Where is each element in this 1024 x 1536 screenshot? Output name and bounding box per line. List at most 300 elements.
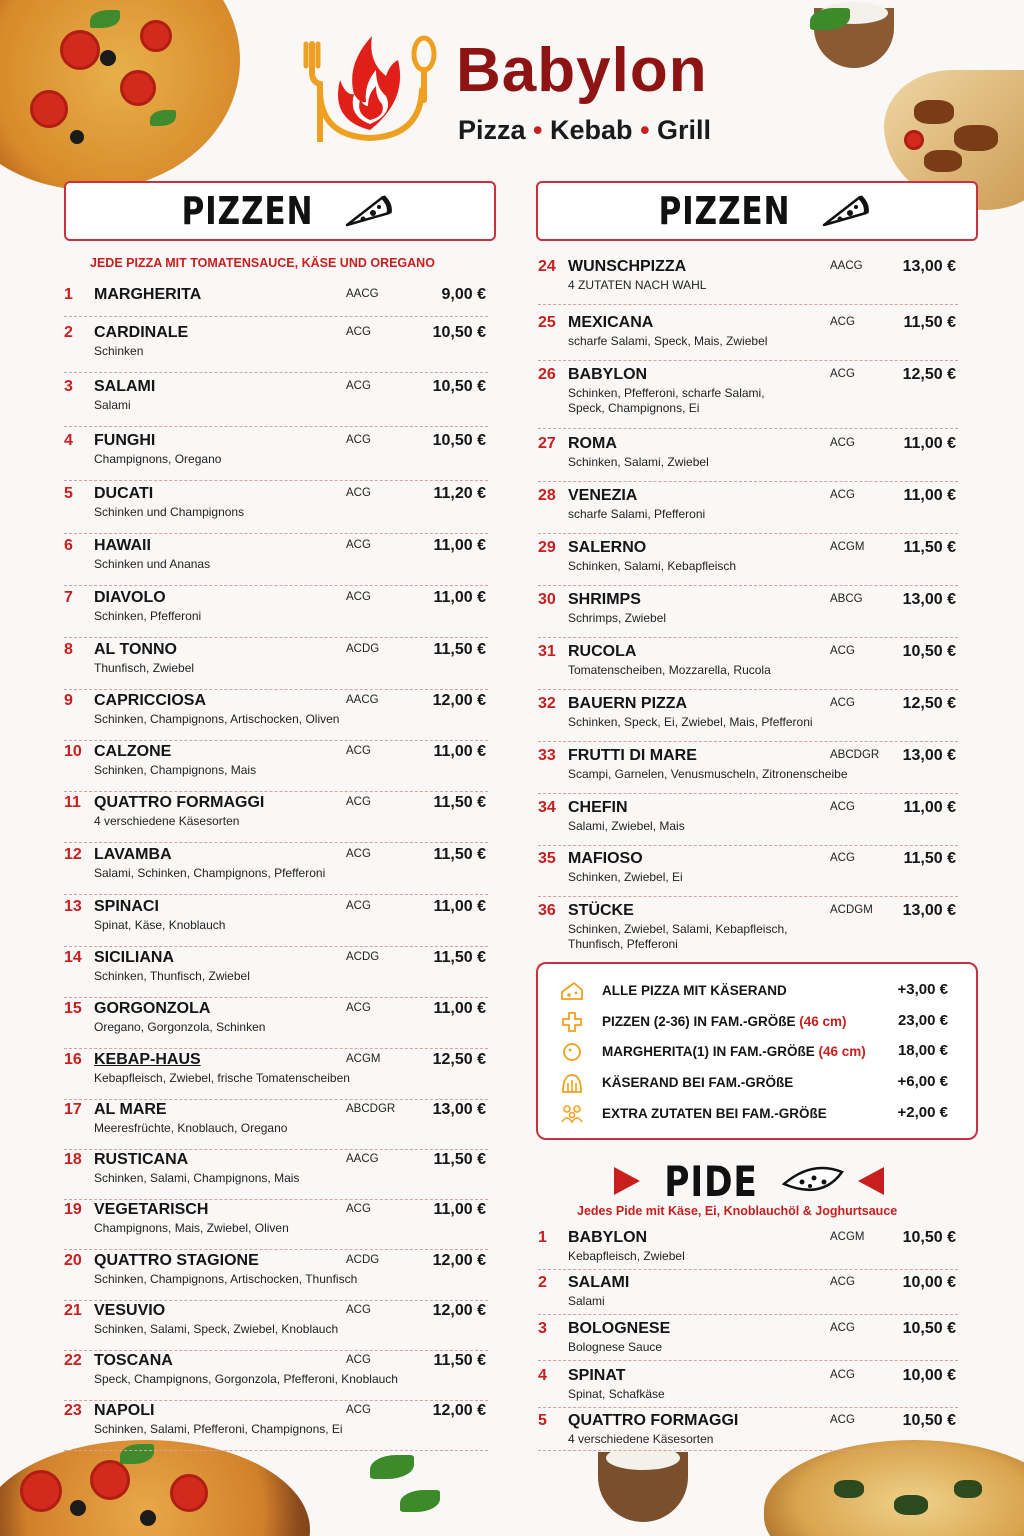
section-title: PIZZEN xyxy=(181,189,313,233)
pizza-slice-icon xyxy=(820,193,870,229)
allergen-code: ACDGM xyxy=(830,904,873,916)
item-number: 25 xyxy=(538,314,556,331)
item-description: Schinken, Thunfisch, Zwiebel xyxy=(94,969,250,983)
section-header-pide xyxy=(614,1158,884,1204)
menu-item-row xyxy=(538,366,958,429)
menu-item-row xyxy=(538,902,958,965)
extra-option-label xyxy=(602,983,787,998)
extra-option-text: ALLE PIZZA MIT KÄSERAND xyxy=(602,983,787,998)
item-price: 11,50 € xyxy=(433,794,486,811)
item-description: Schinken, Champignons, Artischocken, Oliven xyxy=(94,712,340,726)
pide-base-note: Jedes Pide mit Käse, Ei, Knoblauchöl & Joghurtsauce xyxy=(577,1204,898,1218)
item-name: BOLOGNESE xyxy=(568,1320,671,1337)
menu-item-row xyxy=(64,485,488,534)
item-number: 18 xyxy=(64,1151,82,1168)
item-price: 12,50 € xyxy=(902,695,956,712)
extra-option-label xyxy=(602,1106,827,1121)
menu-item-row xyxy=(64,324,488,373)
extra-option-label xyxy=(602,1075,793,1090)
item-price: 12,50 € xyxy=(432,1051,486,1068)
menu-item-row xyxy=(538,591,958,638)
menu-item-row xyxy=(538,1320,958,1361)
item-name: NAPOLI xyxy=(94,1402,155,1419)
allergen-code: ACDG xyxy=(346,643,380,655)
extra-option-label xyxy=(602,1044,866,1059)
allergen-code: ACG xyxy=(830,697,855,709)
item-number: 36 xyxy=(538,902,556,919)
allergen-code: ACG xyxy=(830,852,855,864)
item-description: Scampi, Garnelen, Venusmuscheln, Zitronenscheibe xyxy=(568,767,848,781)
item-description: Bolognese Sauce xyxy=(568,1340,663,1354)
item-description: Schinken, Speck, Ei, Zwiebel, Mais, Pfefferoni xyxy=(568,715,813,729)
item-name: SALAMI xyxy=(568,1274,630,1291)
menu-item-row xyxy=(538,850,958,897)
item-description-line2: Thunfisch, Pfefferoni xyxy=(568,937,678,951)
menu-item-row xyxy=(64,641,488,690)
item-number: 9 xyxy=(64,692,73,709)
pizza-list-right xyxy=(538,258,958,958)
menu-item-row xyxy=(64,743,488,792)
allergen-code: AACG xyxy=(346,694,379,706)
item-number: 16 xyxy=(64,1051,82,1068)
basil-leaf-decoration xyxy=(400,1490,440,1512)
logo-fork-flame-spoon-icon xyxy=(298,30,442,142)
item-number: 21 xyxy=(64,1302,82,1319)
menu-item-row xyxy=(538,1229,958,1270)
cheese-crust-icon xyxy=(560,1072,584,1094)
item-description: Spinat, Käse, Knoblauch xyxy=(94,918,226,932)
item-price: 10,50 € xyxy=(432,432,486,449)
extra-option-row xyxy=(538,980,976,1004)
allergen-code: AACG xyxy=(830,260,863,272)
item-number: 10 xyxy=(64,743,82,760)
item-number: 8 xyxy=(64,641,73,658)
item-price: 11,00 € xyxy=(433,743,486,760)
item-description: scharfe Salami, Pfefferoni xyxy=(568,507,706,521)
item-name: AL TONNO xyxy=(94,641,177,658)
allergen-code: ACG xyxy=(830,1276,855,1288)
extra-option-price: +2,00 € xyxy=(897,1104,948,1121)
item-number: 15 xyxy=(64,1000,82,1017)
item-description: scharfe Salami, Speck, Mais, Zwiebel xyxy=(568,334,768,348)
menu-item-row xyxy=(64,1101,488,1150)
item-number: 22 xyxy=(64,1352,82,1369)
item-name: SICILIANA xyxy=(94,949,174,966)
menu-item-row xyxy=(538,1412,958,1451)
item-number: 35 xyxy=(538,850,556,867)
item-description: Tomatenscheiben, Mozzarella, Rucola xyxy=(568,663,771,677)
item-price: 11,50 € xyxy=(433,949,486,966)
allergen-code: ABCDGR xyxy=(346,1103,396,1115)
tagline-grill: Grill xyxy=(657,115,712,145)
allergen-code: ACG xyxy=(346,1002,371,1014)
item-name: KEBAP-HAUS xyxy=(94,1051,201,1068)
section-header-pizzen-left xyxy=(64,181,496,241)
brand-tagline xyxy=(458,114,711,146)
allergen-code: ACG xyxy=(346,326,371,338)
item-name: VESUVIO xyxy=(94,1302,166,1319)
menu-item-row xyxy=(64,846,488,895)
extra-option-size: (46 cm) xyxy=(799,1014,847,1029)
item-name: AL MARE xyxy=(94,1101,167,1118)
item-price: 11,00 € xyxy=(903,799,956,816)
pizza-photo-top-left xyxy=(0,0,240,190)
item-price: 11,00 € xyxy=(433,589,486,606)
item-name: BABYLON xyxy=(568,1229,648,1246)
item-description: Schinken, Zwiebel, Salami, Kebapfleisch, xyxy=(568,922,788,936)
item-name: DUCATI xyxy=(94,485,154,502)
item-price: 11,50 € xyxy=(433,1352,486,1369)
menu-item-row xyxy=(64,1000,488,1049)
item-price: 11,00 € xyxy=(433,898,486,915)
item-name: SPINACI xyxy=(94,898,159,915)
item-name: MARGHERITA xyxy=(94,286,202,303)
extra-option-price: 23,00 € xyxy=(897,1012,948,1029)
section-header-pizzen-right xyxy=(536,181,978,241)
item-name: STÜCKE xyxy=(568,902,634,919)
item-number: 3 xyxy=(538,1320,547,1337)
extra-option-price: 18,00 € xyxy=(897,1042,948,1059)
extras-box xyxy=(536,962,978,1140)
item-price: 12,00 € xyxy=(432,1302,486,1319)
item-description: Champignons, Oregano xyxy=(94,452,222,466)
extra-option-text: KÄSERAND BEI FAM.-GRÖßE xyxy=(602,1075,794,1090)
menu-item-row xyxy=(538,258,958,305)
item-price: 12,00 € xyxy=(432,1252,486,1269)
allergen-code: ACG xyxy=(346,796,371,808)
allergen-code: ABCDGR xyxy=(830,749,880,761)
item-description: Kebapfleisch, Zwiebel xyxy=(568,1249,685,1263)
pizza-circle-icon xyxy=(560,1041,584,1063)
allergen-code: ACDG xyxy=(346,951,380,963)
menu-item-row xyxy=(538,435,958,482)
menu-item-row xyxy=(64,1352,488,1401)
cheese-icon xyxy=(560,980,584,1002)
item-name: DIAVOLO xyxy=(94,589,166,606)
item-description: Schinken, Salami, Kebapfleisch xyxy=(568,559,737,573)
menu-item-row xyxy=(538,1367,958,1408)
allergen-code: ACG xyxy=(830,1369,855,1381)
item-number: 5 xyxy=(538,1412,547,1429)
item-price: 10,00 € xyxy=(902,1367,956,1384)
item-price: 11,50 € xyxy=(433,1151,486,1168)
item-number: 28 xyxy=(538,487,556,504)
extra-option-price: +6,00 € xyxy=(897,1073,948,1090)
pide-list xyxy=(538,1229,958,1449)
allergen-code: ABCG xyxy=(830,593,863,605)
item-name: RUCOLA xyxy=(568,643,637,660)
allergen-code: ACG xyxy=(346,1304,371,1316)
allergen-code: ACGM xyxy=(830,1231,865,1243)
allergen-code: ACG xyxy=(346,745,371,757)
item-price: 13,00 € xyxy=(902,902,956,919)
item-name: GORGONZOLA xyxy=(94,1000,211,1017)
item-price: 10,50 € xyxy=(902,643,956,660)
item-name: CAPRICCIOSA xyxy=(94,692,207,709)
item-name: SALERNO xyxy=(568,539,647,556)
item-name: FUNGHI xyxy=(94,432,156,449)
item-description-line2: Speck, Champignons, Ei xyxy=(568,401,700,415)
allergen-code: ACG xyxy=(830,1414,855,1426)
item-price: 13,00 € xyxy=(432,1101,486,1118)
item-number: 1 xyxy=(64,286,73,303)
item-description: Schinken und Champignons xyxy=(94,505,245,519)
allergen-code: ACG xyxy=(346,487,371,499)
item-description: Speck, Champignons, Gorgonzola, Pfefferoni, Knoblauch xyxy=(94,1372,398,1386)
item-description: Thunfisch, Zwiebel xyxy=(94,661,195,675)
item-number: 20 xyxy=(64,1252,82,1269)
allergen-code: ACG xyxy=(346,380,371,392)
item-description: Schinken, Salami, Pfefferoni, Champignons, Ei xyxy=(94,1422,343,1436)
item-description: 4 ZUTATEN NACH WAHL xyxy=(568,278,707,292)
extra-option-price: +3,00 € xyxy=(897,981,948,998)
item-description: Schinken und Ananas xyxy=(94,557,211,571)
item-price: 13,00 € xyxy=(902,747,956,764)
pizza-slice-icon xyxy=(343,193,393,229)
item-description: Meeresfrüchte, Knoblauch, Oregano xyxy=(94,1121,288,1135)
item-price: 11,00 € xyxy=(903,487,956,504)
item-description: Oregano, Gorgonzola, Schinken xyxy=(94,1020,266,1034)
menu-item-row xyxy=(64,1252,488,1301)
allergen-code: ACGM xyxy=(830,541,865,553)
item-number: 6 xyxy=(64,537,73,554)
item-price: 11,50 € xyxy=(903,539,956,556)
pizza-base-note: JEDE PIZZA MIT TOMATENSAUCE, KÄSE UND OREGANO xyxy=(90,256,435,270)
allergen-code: ACG xyxy=(830,1322,855,1334)
item-name: QUATTRO FORMAGGI xyxy=(94,794,265,811)
extra-option-text: EXTRA ZUTATEN BEI FAM.-GRÖßE xyxy=(602,1106,827,1121)
menu-item-row xyxy=(64,286,488,317)
item-description: Schinken, Champignons, Artischocken, Thunfisch xyxy=(94,1272,358,1286)
item-price: 11,00 € xyxy=(903,435,956,452)
item-price: 12,00 € xyxy=(432,692,486,709)
item-number: 33 xyxy=(538,747,556,764)
item-name: BABYLON xyxy=(568,366,648,383)
item-price: 10,50 € xyxy=(432,324,486,341)
menu-item-row xyxy=(64,692,488,741)
item-number: 1 xyxy=(538,1229,547,1246)
menu-item-row xyxy=(64,432,488,481)
extra-option-text: MARGHERITA(1) IN FAM.-GRÖßE xyxy=(602,1044,815,1059)
allergen-code: AACG xyxy=(346,1153,379,1165)
item-description: Salami xyxy=(94,398,131,412)
item-number: 11 xyxy=(64,794,81,811)
item-description: Champignons, Mais, Zwiebel, Oliven xyxy=(94,1221,289,1235)
pide-icon xyxy=(782,1164,844,1198)
item-description: Salami, Schinken, Champignons, Pfefferoni xyxy=(94,866,326,880)
allergen-code: ACDG xyxy=(346,1254,380,1266)
item-number: 3 xyxy=(64,378,73,395)
item-price: 11,50 € xyxy=(903,314,956,331)
menu-item-row xyxy=(64,537,488,586)
item-description: Kebapfleisch, Zwiebel, frische Tomatenscheiben xyxy=(94,1071,350,1085)
item-number: 12 xyxy=(64,846,82,863)
item-number: 17 xyxy=(64,1101,82,1118)
item-number: 34 xyxy=(538,799,556,816)
tagline-kebab: Kebab xyxy=(550,115,633,145)
item-number: 32 xyxy=(538,695,556,712)
item-description: Schinken, Champignons, Mais xyxy=(94,763,257,777)
item-name: MAFIOSO xyxy=(568,850,643,867)
item-name: MEXICANA xyxy=(568,314,654,331)
item-number: 30 xyxy=(538,591,556,608)
menu-item-row xyxy=(64,949,488,998)
item-price: 11,00 € xyxy=(433,537,486,554)
allergen-code: ACG xyxy=(346,539,371,551)
extra-option-size: (46 cm) xyxy=(818,1044,866,1059)
extra-option-text: PIZZEN (2-36) IN FAM.-GRÖßE xyxy=(602,1014,796,1029)
pide-photo xyxy=(764,1440,1024,1536)
allergen-code: AACG xyxy=(346,288,379,300)
item-price: 10,50 € xyxy=(902,1320,956,1337)
item-description: Schrimps, Zwiebel xyxy=(568,611,667,625)
item-name: TOSCANA xyxy=(94,1352,173,1369)
extra-option-label xyxy=(602,1014,847,1029)
item-description: Salami xyxy=(568,1294,605,1308)
item-price: 10,50 € xyxy=(902,1229,956,1246)
ribbon-right xyxy=(858,1167,884,1195)
menu-item-row xyxy=(538,747,958,794)
allergen-code: ACG xyxy=(830,368,855,380)
item-price: 10,00 € xyxy=(902,1274,956,1291)
cross-icon xyxy=(560,1011,584,1033)
item-name: FRUTTI DI MARE xyxy=(568,747,697,764)
allergen-code: ACG xyxy=(830,316,855,328)
item-description: Spinat, Schafkäse xyxy=(568,1387,665,1401)
tagline-bullet: • xyxy=(640,115,650,145)
brand-name: Babylon xyxy=(456,36,708,105)
item-price: 12,50 € xyxy=(902,366,956,383)
yogurt-bowl-photo xyxy=(598,1452,688,1522)
item-name: ROMA xyxy=(568,435,617,452)
item-number: 31 xyxy=(538,643,556,660)
item-price: 11,50 € xyxy=(903,850,956,867)
item-price: 11,00 € xyxy=(433,1201,486,1218)
item-name: VEGETARISCH xyxy=(94,1201,209,1218)
item-name: WUNSCHPIZZA xyxy=(568,258,687,275)
allergen-code: ACG xyxy=(346,1404,371,1416)
item-number: 7 xyxy=(64,589,73,606)
menu-item-row xyxy=(64,1402,488,1451)
item-name: SALAMI xyxy=(94,378,156,395)
item-number: 4 xyxy=(64,432,73,449)
menu-item-row xyxy=(64,898,488,947)
item-price: 13,00 € xyxy=(902,591,956,608)
item-name: LAVAMBA xyxy=(94,846,172,863)
item-number: 26 xyxy=(538,366,556,383)
item-price: 10,50 € xyxy=(902,1412,956,1429)
allergen-code: ACG xyxy=(346,848,371,860)
allergen-code: ACG xyxy=(346,434,371,446)
item-price: 13,00 € xyxy=(902,258,956,275)
extra-option-row xyxy=(538,1103,976,1127)
allergen-code: ACG xyxy=(346,1354,371,1366)
item-number: 27 xyxy=(538,435,556,452)
item-name: CHEFIN xyxy=(568,799,628,816)
item-price: 11,20 € xyxy=(433,485,486,502)
item-price: 11,50 € xyxy=(433,641,486,658)
item-price: 12,00 € xyxy=(432,1402,486,1419)
item-number: 19 xyxy=(64,1201,82,1218)
item-number: 24 xyxy=(538,258,556,275)
allergen-code: ACG xyxy=(346,591,371,603)
item-number: 5 xyxy=(64,485,73,502)
item-name: QUATTRO FORMAGGI xyxy=(568,1412,739,1429)
menu-item-row xyxy=(64,1051,488,1100)
item-name: VENEZIA xyxy=(568,487,638,504)
menu-item-row xyxy=(64,378,488,427)
section-title: PIZZEN xyxy=(658,189,790,233)
allergen-code: ACG xyxy=(830,645,855,657)
item-number: 29 xyxy=(538,539,556,556)
allergen-code: ACG xyxy=(346,900,371,912)
item-description: Schinken, Zwiebel, Ei xyxy=(568,870,683,884)
family-icon xyxy=(560,1103,584,1125)
item-name: SPINAT xyxy=(568,1367,626,1384)
basil-leaf-decoration xyxy=(370,1455,414,1479)
item-name: CARDINALE xyxy=(94,324,189,341)
menu-item-row xyxy=(64,589,488,638)
item-name: BAUERN PIZZA xyxy=(568,695,688,712)
item-description: 4 verschiedene Käsesorten xyxy=(568,1432,714,1446)
menu-item-row xyxy=(538,643,958,690)
menu-item-row xyxy=(538,314,958,361)
pizza-photo-bottom-left xyxy=(0,1440,310,1536)
menu-item-row xyxy=(538,1274,958,1315)
item-name: QUATTRO STAGIONE xyxy=(94,1252,259,1269)
menu-item-row xyxy=(64,1151,488,1200)
allergen-code: ACG xyxy=(830,801,855,813)
item-name: CALZONE xyxy=(94,743,172,760)
allergen-code: ACG xyxy=(830,437,855,449)
extra-option-row xyxy=(538,1041,976,1065)
menu-item-row xyxy=(538,539,958,586)
item-name: RUSTICANA xyxy=(94,1151,189,1168)
item-description: 4 verschiedene Käsesorten xyxy=(94,814,240,828)
item-name: SHRIMPS xyxy=(568,591,641,608)
menu-item-row xyxy=(538,487,958,534)
menu-item-row xyxy=(538,799,958,846)
item-description: Schinken xyxy=(94,344,144,358)
allergen-code: ACG xyxy=(830,489,855,501)
menu-item-row xyxy=(64,1201,488,1250)
allergen-code: ACG xyxy=(346,1203,371,1215)
item-price: 10,50 € xyxy=(432,378,486,395)
tagline-bullet: • xyxy=(533,115,543,145)
item-description: Schinken, Salami, Speck, Zwiebel, Knoblauch xyxy=(94,1322,339,1336)
item-name: HAWAII xyxy=(94,537,151,554)
item-number: 2 xyxy=(538,1274,547,1291)
tagline-pizza: Pizza xyxy=(458,115,526,145)
item-number: 2 xyxy=(64,324,73,341)
item-price: 11,00 € xyxy=(433,1000,486,1017)
extra-option-row xyxy=(538,1011,976,1035)
item-number: 4 xyxy=(538,1367,547,1384)
allergen-code: ACGM xyxy=(346,1053,381,1065)
item-description: Schinken, Pfefferoni xyxy=(94,609,202,623)
menu-item-row xyxy=(538,695,958,742)
pizza-list-left xyxy=(64,286,488,1436)
item-price: 9,00 € xyxy=(441,286,486,303)
ribbon-left xyxy=(614,1167,640,1195)
item-number: 23 xyxy=(64,1402,82,1419)
menu-item-row xyxy=(64,1302,488,1351)
item-description: Schinken, Pfefferoni, scharfe Salami, xyxy=(568,386,765,400)
item-description: Schinken, Salami, Zwiebel xyxy=(568,455,709,469)
item-number: 13 xyxy=(64,898,82,915)
menu-item-row xyxy=(64,794,488,843)
item-description: Schinken, Salami, Champignons, Mais xyxy=(94,1171,300,1185)
